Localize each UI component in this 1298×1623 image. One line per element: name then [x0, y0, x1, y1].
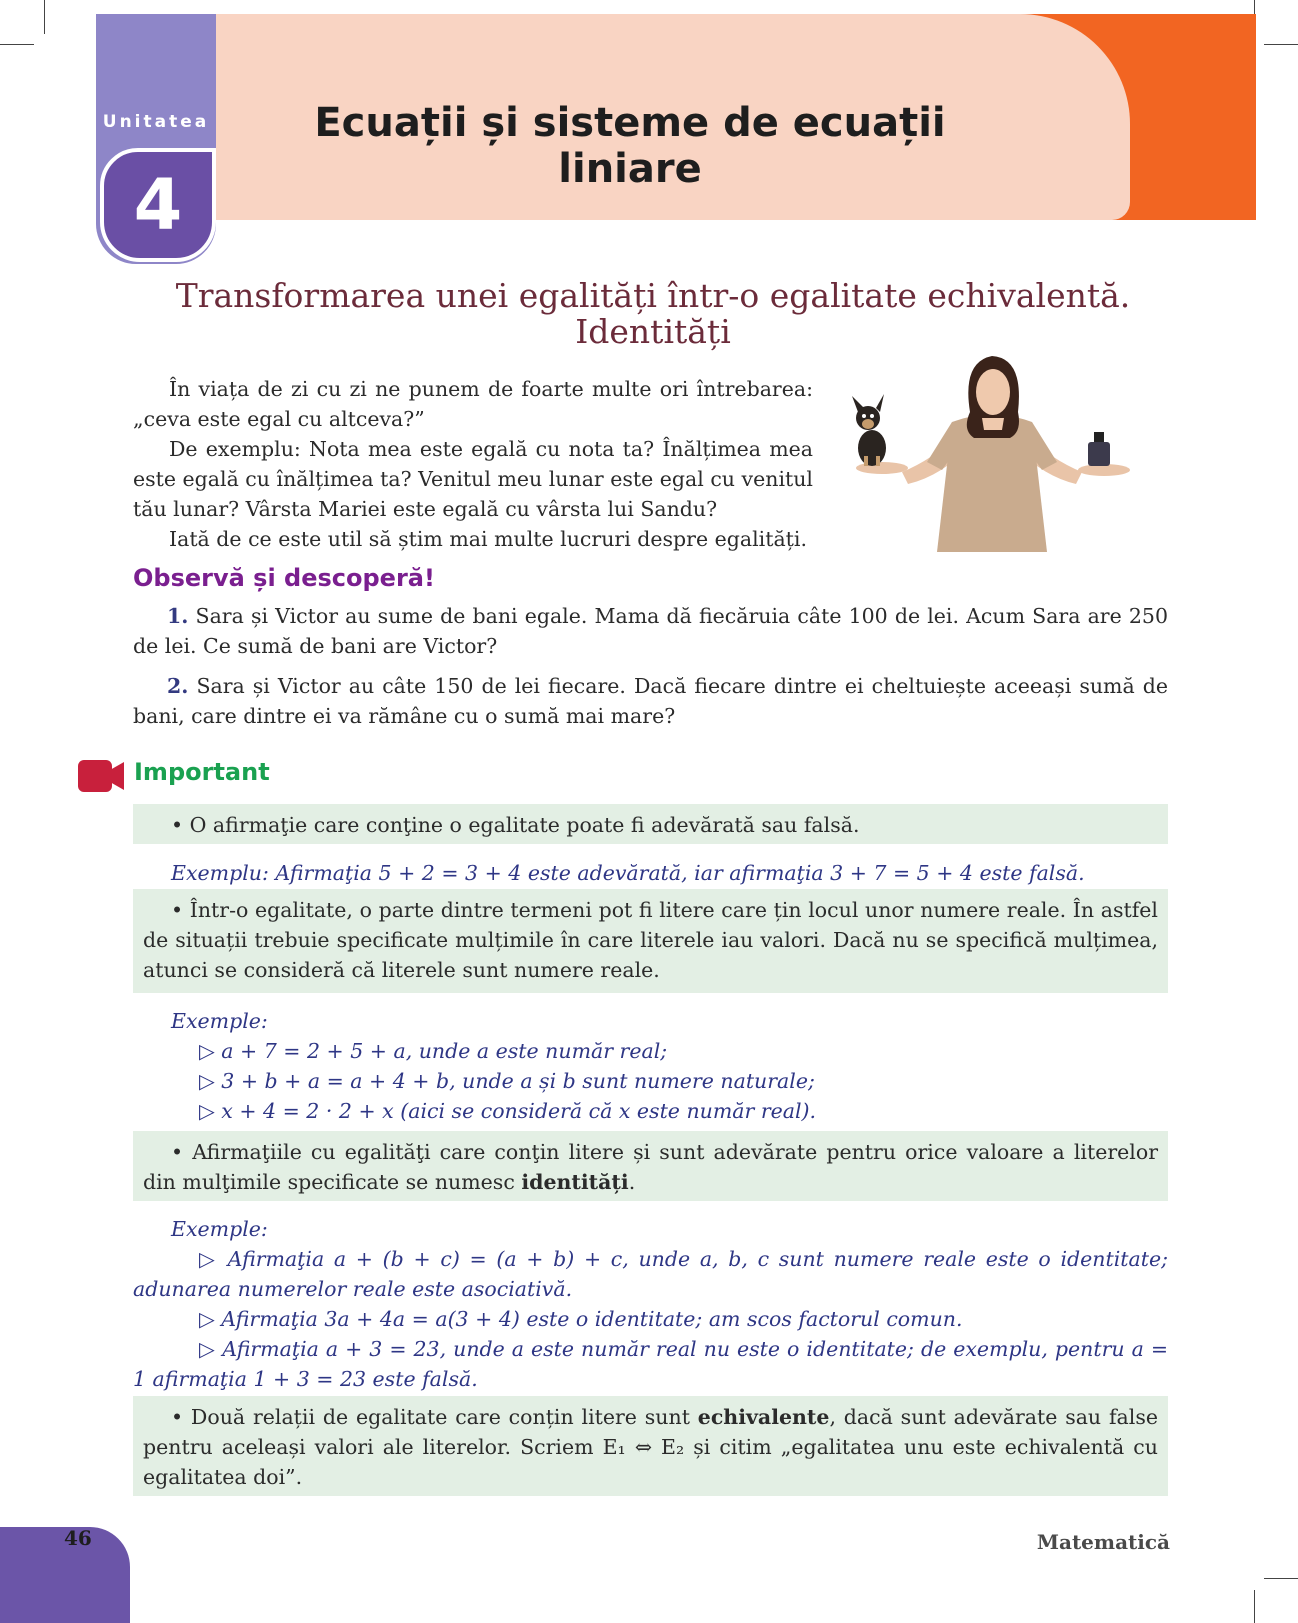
intro-paragraph: De exemplu: Nota mea este egală cu nota ta? Înălțimea mea este egală cu înălțimea ta? Venitul meu lunar este egal cu venitul tău lunar? Vârsta Mariei este egală cu vârsta lui Sandu?: [133, 437, 813, 521]
intro-text: [133, 374, 813, 554]
example-block: [133, 1214, 1168, 1394]
crop-mark: [1264, 1578, 1298, 1579]
exercise-1: [133, 601, 1168, 661]
info-box-text: [143, 1137, 1158, 1197]
info-box: [133, 1131, 1168, 1201]
identities-term: identități: [521, 1170, 629, 1194]
example-item: ▷ Afirmaţia a + 3 = 23, unde a este număr real nu este o identitate; de exemplu, pentru a = 1 afirmaţia 1 + 3 = 23 este falsă.: [133, 1337, 1168, 1391]
info-box-text-part: .: [628, 1170, 636, 1194]
section-title: Transformarea unei egalități într-o egalitate echivalentă. Identități: [175, 276, 1131, 351]
example-label: Exemple:: [171, 1217, 268, 1241]
intro-paragraph: În viața de zi cu zi ne punem de foarte multe ori întrebarea: „ceva este egal cu altceva?”: [133, 377, 813, 431]
example-item: ▷ Afirmaţia 3a + 4a = a(3 + 4) este o identitate; am scos factorul comun.: [199, 1307, 963, 1331]
info-box: [133, 804, 1168, 844]
camera-icon: [78, 760, 126, 792]
example-item: ▷ Afirmaţia a + (b + c) = (a + b) + c, unde a, b, c sunt numere reale este o identitate; adunarea numerelor reale este asociativă.: [133, 1247, 1168, 1301]
crop-mark: [1254, 1590, 1255, 1623]
observa-heading: Observă și descoperă!: [133, 564, 435, 592]
crop-mark: [44, 0, 45, 34]
info-box-text: [143, 1402, 1158, 1492]
example-block: [133, 1006, 1168, 1126]
info-box-text: • Într-o egalitate, o parte dintre termeni pot fi litere care țin locul unor numere reale. În astfel de situații trebuie specificate mulțimile în care literele iau valori. Dacă nu se specifică mulțimea, atunci se consideră că literele sunt numere reale.: [143, 898, 1158, 982]
footer-subject: Matematică: [1036, 1530, 1170, 1554]
page-number: 46: [64, 1526, 92, 1550]
info-box-text-part: , dacă sunt adevărate sau false pentru aceleași valori ale literelor. Scriem E₁ ⇔ E₂ și citim „egalitatea unu este echivalentă cu egalitatea doi”.: [143, 1405, 1158, 1489]
exercise-number: 2.: [167, 674, 189, 698]
info-box-text: • O afirmaţie care conţine o egalitate poate fi adevărată sau falsă.: [171, 813, 860, 837]
unit-label: Unitatea: [102, 112, 210, 132]
info-box-text-part: • Afirmaţiile cu egalităţi care conţin litere și sunt adevărate pentru orice valoare a literelor din mulţimile specificate se numesc: [143, 1140, 1158, 1194]
info-box: [133, 889, 1168, 993]
exercise-2: [133, 671, 1168, 731]
exercise-number: 1.: [167, 604, 189, 628]
example-label: Exemple:: [171, 1009, 268, 1033]
exercise-text: Sara și Victor au câte 150 de lei fiecare. Dacă fiecare dintre ei cheltuiește aceeași sumă de bani, care dintre ei va rămâne cu o sumă mai mare?: [133, 674, 1168, 728]
crop-mark: [1264, 44, 1298, 45]
woman-balancing-illustration: [832, 352, 1152, 552]
crop-mark: [0, 44, 34, 45]
important-heading: Important: [134, 758, 270, 786]
exercise-text: Sara și Victor au sume de bani egale. Mama dă fiecăruia câte 100 de lei. Acum Sara are 250 de lei. Ce sumă de bani are Victor?: [133, 604, 1168, 658]
chapter-title: Ecuații și sisteme de ecuații liniare: [314, 100, 946, 192]
example-item: ▷ a + 7 = 2 + 5 + a, unde a este număr real;: [199, 1039, 668, 1063]
example-block: [133, 858, 1168, 888]
info-box-text-part: • Două relații de egalitate care conțin litere sunt: [171, 1405, 698, 1429]
example-item: ▷ x + 4 = 2 · 2 + x (aici se consideră că x este număr real).: [199, 1099, 817, 1123]
intro-paragraph: Iată de ce este util să știm mai multe lucruri despre egalități.: [169, 527, 807, 551]
example-text: Exemplu: Afirmaţia 5 + 2 = 3 + 4 este adevărată, iar afirmaţia 3 + 7 = 5 + 4 este falsă.: [171, 861, 1085, 885]
unit-number: 4: [133, 164, 183, 246]
example-item: ▷ 3 + b + a = a + 4 + b, unde a și b sunt numere naturale;: [199, 1069, 815, 1093]
equivalent-term: echivalente: [697, 1405, 830, 1429]
info-box: [133, 1396, 1168, 1496]
